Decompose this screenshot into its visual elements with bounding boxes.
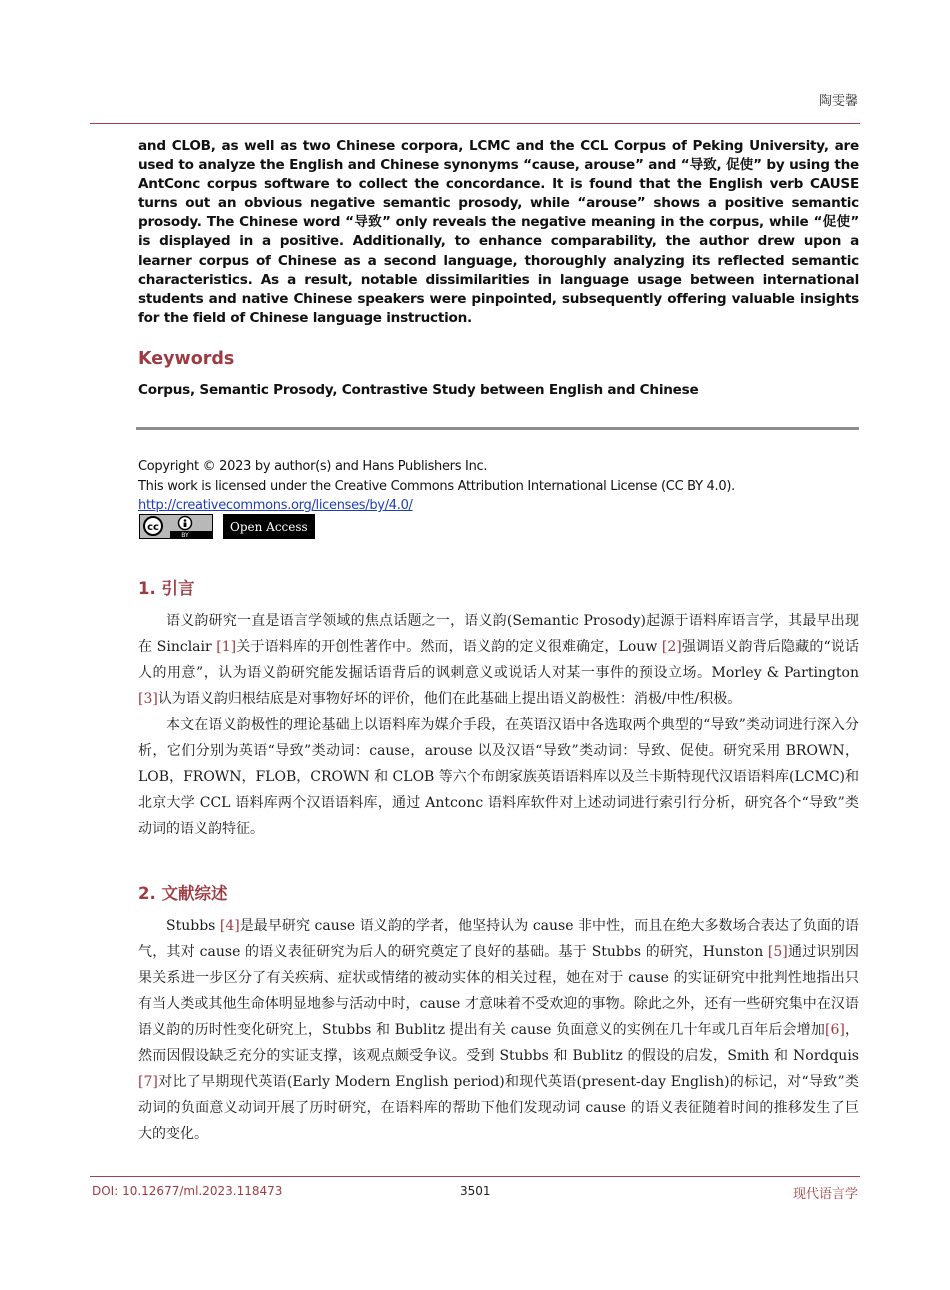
license-link[interactable]: http://creativecommons.org/licenses/by/4.0/ — [138, 498, 413, 513]
footer-doi[interactable]: DOI: 10.12677/ml.2023.118473 — [92, 1184, 283, 1198]
open-access-badge[interactable]: Open Access — [223, 514, 315, 539]
keywords-heading: Keywords — [138, 349, 235, 369]
copyright-line: Copyright © 2023 by author(s) and Hans Publishers Inc. — [138, 459, 488, 474]
citation-2[interactable]: [2] — [661, 639, 682, 655]
citation-7[interactable]: [7] — [138, 1074, 158, 1090]
keywords-list: Corpus, Semantic Prosody, Contrastive Study between English and Chinese — [138, 382, 699, 398]
citation-4[interactable]: [4] — [219, 918, 240, 934]
cc-by-badge[interactable] — [139, 514, 213, 539]
section-1-paragraph-1: 语义韵研究一直是语言学领域的焦点话题之一，语义韵(Semantic Prosody)起源于语料库语言学，其最早出现在 Sinclair [1]关于语料库的开创性著作中。然而，语义韵的定义很难确定，Louw [2]强调语义韵背后隐藏的“说话人的用意”，认为语义韵研究能发掘话语背后的讽刺意义或说话人对某一事件的预设立场。Morley & Partington [3]认为语义韵归根结底是对事物好坏的评价，他们在此基础上提出语义韵极性：消极/中性/积极。 — [138, 613, 859, 707]
citation-6[interactable]: [6] — [825, 1022, 845, 1038]
header-divider — [90, 123, 860, 124]
citation-1[interactable]: [1] — [216, 639, 237, 655]
section-2-paragraph-1: Stubbs [4]是最早研究 cause 语义韵的学者，他坚持认为 cause 非中性，而且在绝大多数场合表达了负面的语气，其对 cause 的语义表征研究为后人的研究奠定了良好的基础。基于 Stubbs 的研究，Hunston [5]通过识别因果关系进一步区分了有关疾病、症状或情绪的被动实体的相关过程，她在对于 cause 的实证研究中批判性地指出只有当人类或其他生命体明显地参与活动中时，cause 才意味着不受欢迎的事物。除此之外，还有一些研究集中在汉语语义韵的历时性变化研究上，Stubbs 和 Bublitz 提出有关 cause 负面意义的实例在几十年或几百年后会增加[6]，然而因假设缺乏充分的实证支撑，该观点颇受争议。受到 Stubbs 和 Bublitz 的假设的启发，Smith 和 Nordquis [7]对比了早期现代英语(Early Modern English period)和现代英语(present-day English)的标记，对“导致”类动词的负面意义动词开展了历时研究，在语料库的帮助下他们发现动词 cause 的语义表征随着时间的推移发生了巨大的变化。 — [138, 918, 860, 1142]
citation-3[interactable]: [3] — [138, 691, 158, 707]
license-block — [138, 457, 735, 516]
section-1-body — [138, 608, 859, 842]
cc-text: cc — [147, 522, 159, 533]
license-line: This work is licensed under the Creative Commons Attribution International License (CC BY 4.0). — [138, 478, 735, 494]
abstract-text: and CLOB, as well as two Chinese corpora, LCMC and the CCL Corpus of Peking University, are used to analyze the English and Chinese synonyms “cause, arouse” and “导致, 促使” by using the AntConc corpus software to collect the concordance. It is found that the English verb CAUSE turns out an obvious negative semantic prosody, while “arouse” shows a positive semantic prosody. The Chinese word “导致” only reveals the negative meaning in the corpus, while “促使” is displayed in a positive. Additionally, to enhance comparability, the author drew upon a learner corpus of Chinese as a second language, thoroughly analyzing its reflected semantic characteristics. As a result, notable dissimilarities in language usage between international students and native Chinese speakers were pinpointed, subsequently offering valuable insights for the field of Chinese language instruction. — [138, 138, 859, 326]
section-2-body — [138, 913, 859, 1147]
journal-name: 现代语言学 — [792, 1187, 858, 1202]
license-badges — [139, 514, 315, 539]
footer-divider — [90, 1176, 860, 1177]
by-text: BY — [181, 532, 189, 538]
section-1-title: 1. 引言 — [138, 579, 195, 598]
section-divider — [136, 427, 859, 430]
citation-5[interactable]: [5] — [767, 944, 788, 960]
page-number: 3501 — [460, 1184, 491, 1198]
section-1-paragraph-2: 本文在语义韵极性的理论基础上以语料库为媒介手段，在英语汉语中各选取两个典型的“导致”类动词进行深入分析，它们分别为英语“导致”类动词：cause，arouse 以及汉语“导致”类动词：导致、促使。研究采用 BROWN，LOB，FROWN，FLOB，CROWN 和 CLOB 等六个布朗家族英语语料库以及兰卡斯特现代汉语语料库(LCMC)和北京大学 CCL 语料库两个汉语语料库，通过 Antconc 语料库软件对上述动词进行索引行分析，研究各个“导致”类动词的语义韵特征。 — [138, 717, 859, 837]
section-2-title: 2. 文献综述 — [138, 884, 228, 903]
cc-by-icon — [140, 515, 212, 538]
running-header-author: 陶雯馨 — [818, 94, 858, 109]
